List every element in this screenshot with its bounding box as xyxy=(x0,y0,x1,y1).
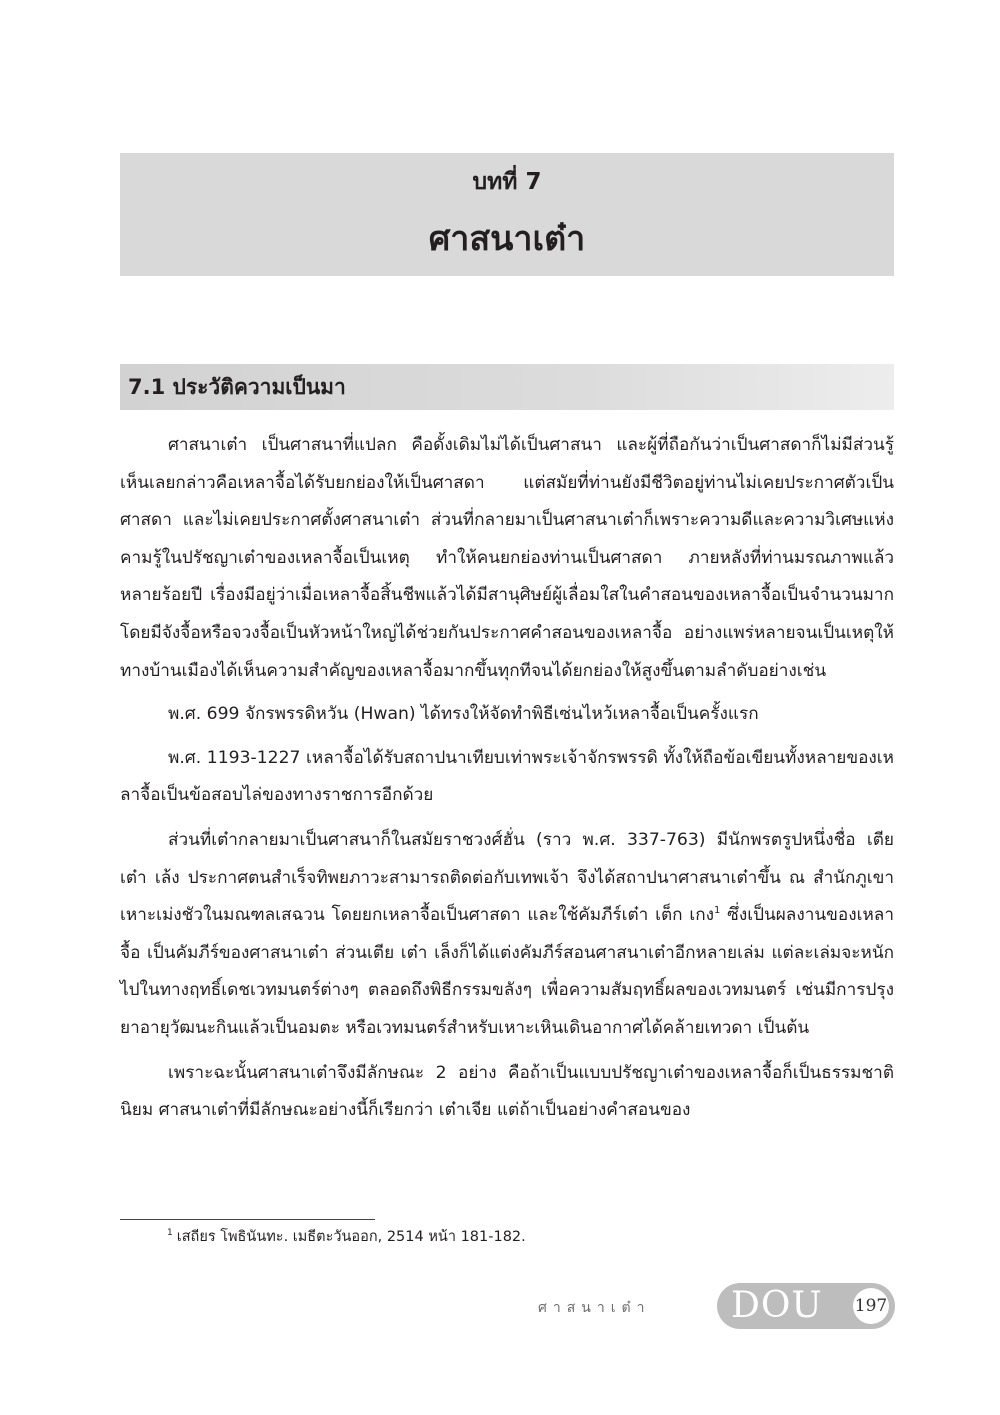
body-text xyxy=(120,427,894,1130)
section-title: 7.1 ประวัติความเป็นมา xyxy=(128,375,346,399)
footnote-text: เสถียร โพธินันทะ. เมธีตะวันออก, 2514 หน้า 181-182. xyxy=(176,1229,526,1245)
paragraph-4-part-2: ซึ่งเป็นผลงานของเหลาจื้อ เป็นคัมภีร์ของศาสนาเต๋า ส่วนเตีย เต๋า เล็งก็ได้แต่งคัมภีร์สอนศาสนาเต๋าอีกหลายเล่ม แต่ละเล่มจะหนักไปในทางฤทธิ์เดชเวทมนตร์ต่างๆ ตลอดถึงพิธีกรรมขลังๆ เพื่อความสัมฤทธิ์ผลของเวทมนตร์ เช่นมีการปรุงยาอายุวัฒนะกินแล้วเป็นอมตะ หรือเวทมนตร์สำหรับเหาะเหินเดินอากาศได้คล้ายเทวดา เป็นต้น xyxy=(120,905,894,1038)
paragraph-3: พ.ศ. 1193-1227 เหลาจื้อได้รับสถาปนาเทียบเท่าพระเจ้าจักรพรรดิ ทั้งให้ถือข้อเขียนทั้งหลายของเหลาจื้อเป็นข้อสอบไล่ของทางราชการอีกด้วย xyxy=(120,747,894,806)
paragraph-1: ศาสนาเต๋า เป็นศาสนาที่แปลก คือดั้งเดิมไม่ได้เป็นศาสนา และผู้ที่ถือกันว่าเป็นศาสดาก็ไม่มีส่วนรู้เห็นเลยกล่าวคือเหลาจื้อได้รับยกย่องให้เป็นศาสดา แต่สมัยที่ท่านยังมีชีวิตอยู่ท่านไม่เคยประกาศตัวเป็นศาสดา และไม่เคยประกาศตั้งศาสนาเต๋า ส่วนที่กลายมาเป็นศาสนาเต๋าก็เพราะความดีและความวิเศษแห่งคามรู้ในปรัชญาเต๋าของเหลาจื้อเป็นเหตุ ทำให้คนยกย่องท่านเป็นศาสดา ภายหลังที่ท่านมรณภาพแล้วหลายร้อยปี เรื่องมีอยู่ว่าเมื่อเหลาจื้อสิ้นชีพแล้วได้มีสานุศิษย์ผู้เลื่อมใสในคำสอนของเหลาจื้อเป็นจำนวนมาก โดยมีจังจื้อหรือจวงจื้อเป็นหัวหน้าใหญ่ได้ช่วยกันประกาศคำสอนของเหลาจื้อ อย่างแพร่หลายจนเป็นเหตุให้ทางบ้านเมืองได้เห็นความสำคัญของเหลาจื้อมากขึ้นทุกทีจนได้ยกย่องให้สูงขึ้นตามลำดับอย่างเช่น xyxy=(120,435,894,681)
paragraph-4 xyxy=(120,822,894,1048)
footnote-divider xyxy=(120,1219,375,1220)
footnote-marker: 1 xyxy=(167,1228,173,1238)
footnote xyxy=(167,1226,526,1248)
running-title: ศาสนาเต๋า xyxy=(538,1300,651,1316)
footnote-reference[interactable]: 1 xyxy=(714,905,721,917)
chapter-number: บทที่ 7 xyxy=(472,169,542,195)
chapter-header xyxy=(120,153,894,276)
dou-logo xyxy=(717,1283,895,1329)
paragraph-4-part-1: ส่วนที่เต๋ากลายมาเป็นศาสนาก็ในสมัยราชวงศ์ฮั่น (ราว พ.ศ. 337-763) มีนักพรตรูปหนึ่งชื่อ เตีย เต๋า เล้ง ประกาศตนสำเร็จทิพยภาวะสามารถติดต่อกับเทพเจ้า จึงได้สถาปนาศาสนาเต๋าขึ้น ณ สำนักภูเขาเหาะเม่งชัวในมณฑลเสฉวน โดยยกเหลาจื้อเป็นศาสดา และใช้คัมภีร์เต๋า เต็ก เกง xyxy=(120,829,894,926)
dou-logo-text: DOU xyxy=(731,1285,823,1326)
paragraph-5: เพราะฉะนั้นศาสนาเต๋าจึงมีลักษณะ 2 อย่าง คือถ้าเป็นแบบปรัชญาเต๋าของเหลาจื้อก็เป็นธรรมชาตินิยม ศาสนาเต๋าที่มีลักษณะอย่างนี้ก็เรียกว่า เต๋าเจีย แต่ถ้าเป็นอย่างคำสอนของ xyxy=(120,1062,894,1121)
chapter-title: ศาสนาเต๋า xyxy=(428,219,586,259)
section-header xyxy=(120,364,894,410)
paragraph-2: พ.ศ. 699 จักรพรรดิหวัน (Hwan) ได้ทรงให้จัดทำพิธีเซ่นไหว้เหลาจื้อเป็นครั้งแรก xyxy=(168,704,759,725)
page-number: 197 xyxy=(853,1288,889,1324)
